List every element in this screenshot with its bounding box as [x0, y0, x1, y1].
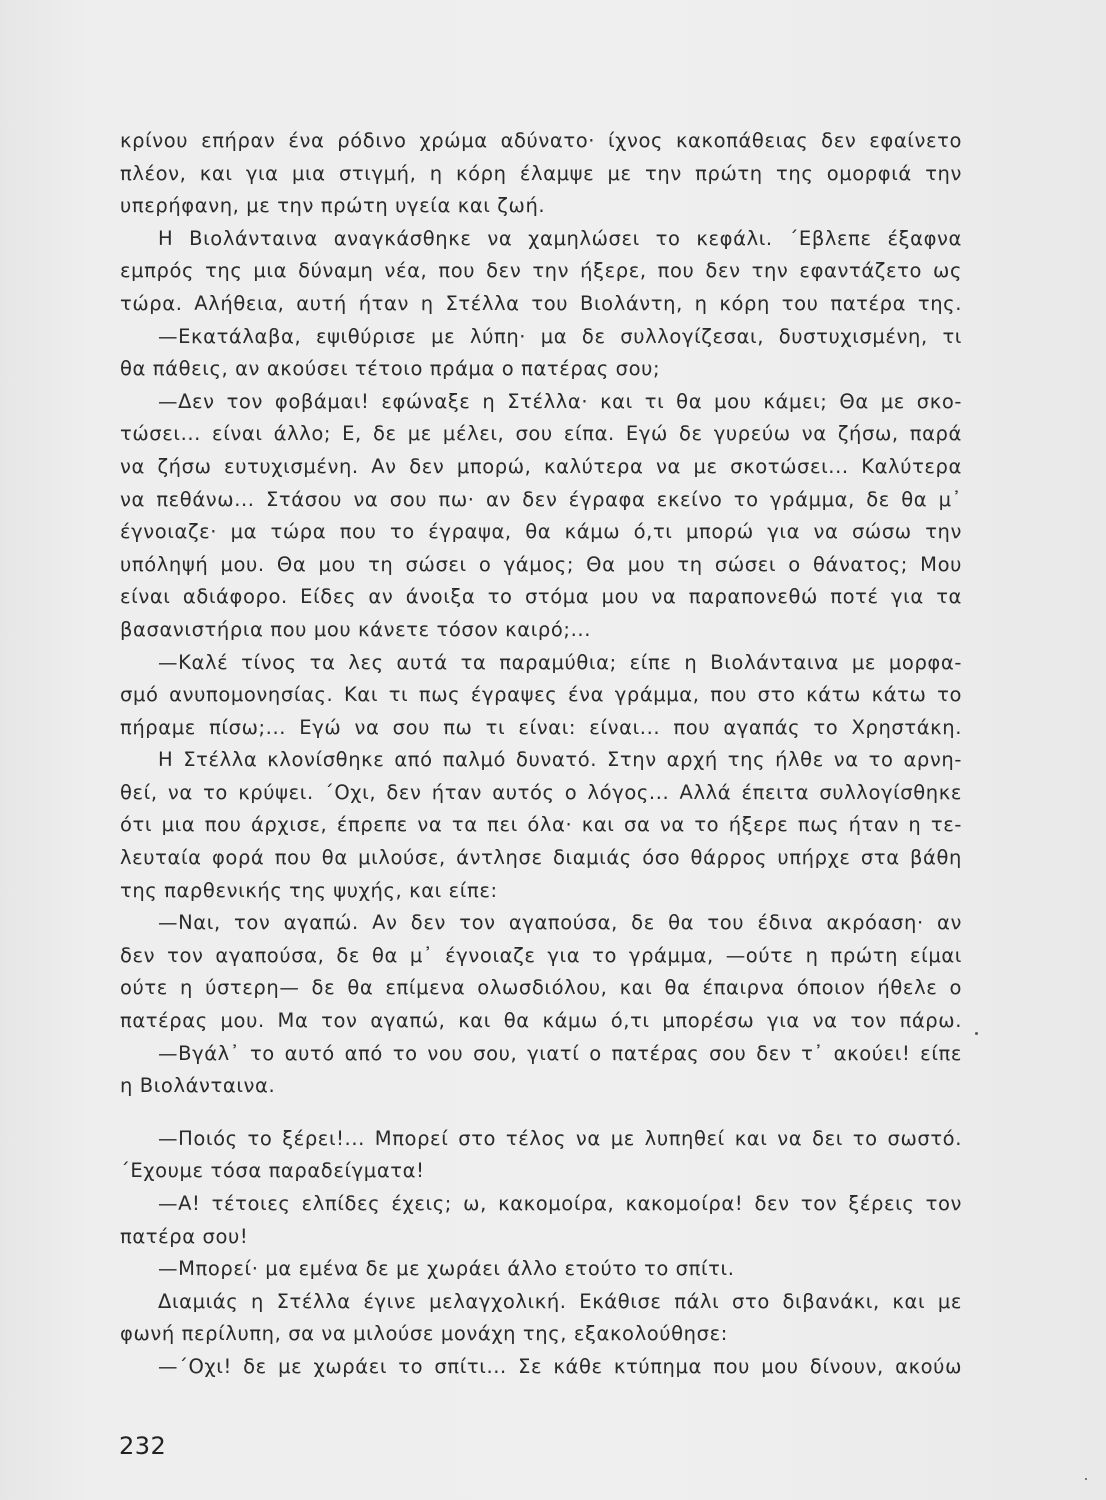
text-line: —Καλέ τίνος τα λες αυτά τα παραμύθια; είπε η Βιολάνταινα με μορφα- [158, 650, 962, 674]
text-line: θεί, να το κρύψει. ΄Οχι, δεν ήταν αυτός ο λόγος... Αλλά έπειτα συλλογίσθηκε [120, 780, 962, 804]
text-line: πήραμε πίσω;... Εγώ να σου πω τι είναι: είναι... που αγαπάς το Χρηστάκη. [120, 715, 962, 739]
text-line: η Βιολάνταινα. [120, 1074, 276, 1098]
text-line: Η Στέλλα κλονίσθηκε από παλμό δυνατό. Στην αρχή της ήλθε να το αρνη- [158, 748, 962, 772]
text-line: εμπρός της μια δύναμη νέα, που δεν την ήξερε, που δεν την εφαντάζετο ως [120, 259, 962, 283]
text-line: —Ναι, τον αγαπώ. Αν δεν τον αγαπούσα, δε θα του έδινα ακρόαση· αν [158, 911, 962, 935]
text-line: πατέρα σου! [120, 1224, 249, 1248]
text-line: κρίνου επήραν ένα ρόδινο χρώμα αδύνατο· ίχνος κακοπάθειας δεν εφαίνετο [120, 129, 962, 152]
text-line: πατέρας μου. Μα τον αγαπώ, και θα κάμω ό,τι μπορέσω για να τον πάρω. [120, 1009, 962, 1033]
paragraph-gap [120, 1103, 962, 1123]
text-line: Διαμιάς η Στέλλα έγινε μελαγχολική. Εκάθισε πάλι στο διβανάκι, και με [158, 1289, 962, 1313]
text-line: —Δεν τον φοβάμαι! εφώναξε η Στέλλα· και τι θα μου κάμει; Θα με σκο- [158, 389, 962, 413]
scan-speck [975, 1032, 978, 1035]
text-line: να πεθάνω... Στάσου να σου πω· αν δεν έγραφα εκείνο το γράμμα, δε θα μ᾽ [120, 487, 962, 511]
text-line: δεν τον αγαπούσα, δε θα μ᾽ έγνοιαζε για το γράμμα, —ούτε η πρώτη είμαι [120, 943, 962, 967]
text-line: υπόληψή μου. Θα μου τη σώσει ο γάμος; Θα μου τη σώσει ο θάνατος; Μου [120, 552, 962, 576]
text-line: πλέον, και για μια στιγμή, η κόρη έλαμψε με την πρώτη της ομορφιά την [120, 161, 962, 185]
text-line: —Ποιός το ξέρει!... Μπορεί στο τέλος να με λυπηθεί και να δει το σωστό. [158, 1126, 962, 1150]
scan-speck [1085, 1478, 1087, 1480]
text-line: της παρθενικής της ψυχής, και είπε: [120, 878, 498, 902]
text-line: είναι αδιάφορο. Είδες αν άνοιξα το στόμα μου να παραπονεθώ ποτέ για τα [120, 585, 962, 609]
text-line: φωνή περίλυπη, σα να μιλούσε μονάχη της, εξακολούθησε: [120, 1322, 728, 1346]
text-line: θα πάθεις, αν ακούσει τέτοιο πράμα ο πατέρας σου; [120, 357, 661, 381]
page-number: 232 [119, 1432, 167, 1460]
text-line: να ζήσω ευτυχισμένη. Αν δεν μπορώ, καλύτερα να με σκοτώσει... Καλύτερα [120, 454, 962, 478]
text-line: έγνοιαζε· μα τώρα που το έγραψα, θα κάμω ό,τι μπορώ για να σώσω την [120, 520, 962, 544]
text-line: ούτε η ύστερη— δε θα επίμενα ολωσδιόλου, και θα έπαιρνα όποιον ήθελε ο [120, 976, 962, 1000]
body-text [120, 125, 962, 1384]
text-line: σμό ανυπομονησίας. Και τι πως έγραψες ένα γράμμα, που στο κάτω κάτω το [120, 683, 962, 707]
text-line: Η Βιολάνταινα αναγκάσθηκε να χαμηλώσει το κεφάλι. ΄Εβλεπε έξαφνα [158, 226, 962, 250]
text-line: ότι μια που άρχισε, έπρεπε να τα πει όλα· και σα να το ήξερε πως ήταν η τε- [120, 813, 962, 837]
text-line: —Εκατάλαβα, εψιθύρισε με λύπη· μα δε συλλογίζεσαι, δυστυχισμένη, τι [158, 324, 962, 348]
text-line: —Βγάλ᾽ το αυτό από το νου σου, γιατί ο πατέρας σου δεν τ᾽ ακούει! είπε [158, 1041, 962, 1065]
text-line: υπερήφανη, με την πρώτη υγεία και ζωή. [120, 194, 546, 218]
text-line: τώσει... είναι άλλο; Ε, δε με μέλει, σου είπα. Εγώ δε γυρεύω να ζήσω, παρά [120, 422, 962, 446]
text-line: —Μπορεί· μα εμένα δε με χωράει άλλο ετούτο το σπίτι. [158, 1257, 735, 1281]
text-line: —Α! τέτοιες ελπίδες έχεις; ω, κακομοίρα, κακομοίρα! δεν τον ξέρεις τον [158, 1192, 962, 1215]
text-line: τώρα. Αλήθεια, αυτή ήταν η Στέλλα του Βιολάντη, η κόρη του πατέρα της. [120, 291, 962, 315]
text-line: βασανιστήρια που μου κάνετε τόσον καιρό;... [120, 617, 591, 641]
text-line: ΄Εχουμε τόσα παραδείγματα! [120, 1159, 425, 1183]
text-line: —΄Οχι! δε με χωράει το σπίτι... Σε κάθε κτύπημα που μου δίνουν, ακούω [158, 1354, 962, 1378]
text-line: λευταία φορά που θα μιλούσε, άντλησε διαμιάς όσο θάρρος υπήρχε στα βάθη [120, 846, 962, 870]
